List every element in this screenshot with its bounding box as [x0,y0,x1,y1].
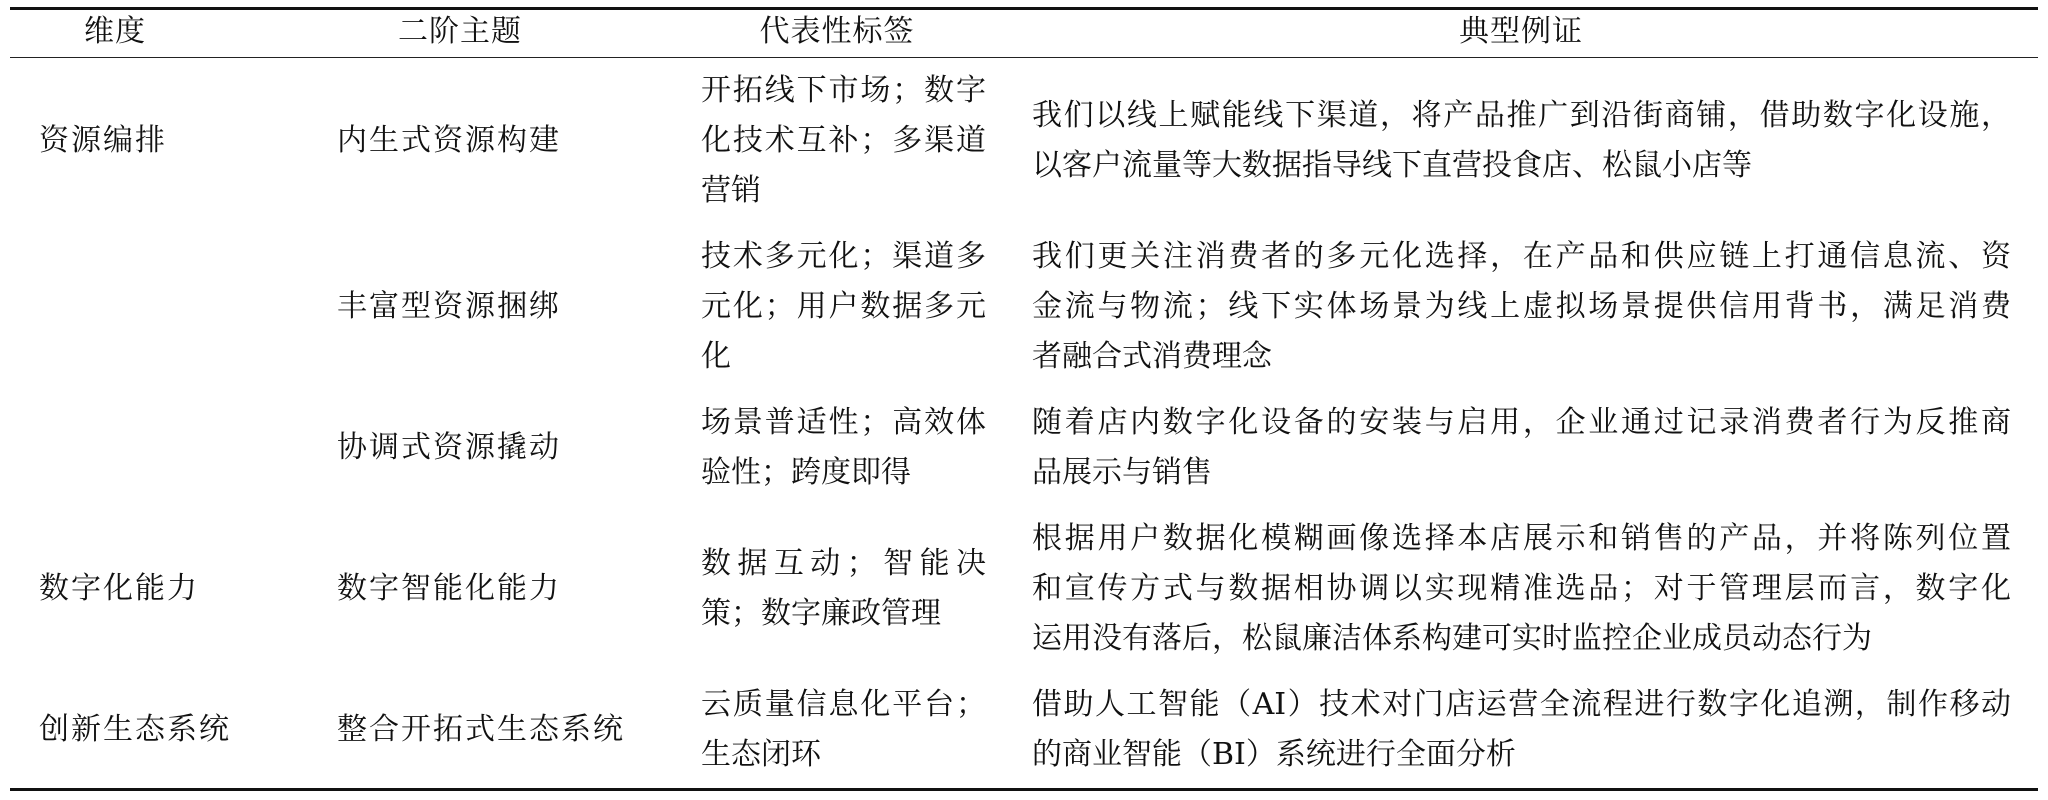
tag-line: 数据互动；智能决 [701,546,986,581]
evidence-line: 的商业智能（BI）系统进行全面分析 [1032,737,1516,772]
table-row [10,390,2038,506]
evidence-line: 运用没有落后，松鼠廉洁体系构建可实时监控企业成员动态行为 [1032,621,1872,656]
tag-line: 生态闭环 [701,737,821,772]
evidence-cell [1032,58,2038,224]
theme-label: 协调式资源撬动 [337,430,561,465]
table-row [10,224,2038,390]
tag-line: 场景普适性；高效体 [701,405,986,440]
evidence-line: 和宣传方式与数据相协调以实现精准选品；对于管理层而言，数字化 [1032,571,2011,606]
tags-cell [701,672,1032,788]
tag-line: 云质量信息化平台； [701,687,986,722]
tag-line: 开拓线下市场；数字 [701,73,986,108]
table-row [10,506,2038,672]
dimension-label: 创新生态系统 [39,712,231,747]
tags-cell [701,58,1032,224]
table-row [10,672,2038,788]
tag-line: 化 [701,339,731,374]
evidence-line: 品展示与销售 [1032,455,1212,490]
theme-label: 数字智能化能力 [337,571,561,606]
theme-cell [337,506,701,672]
theme-label: 整合开拓式生态系统 [337,712,625,747]
tag-line: 技术多元化；渠道多 [701,239,986,274]
tag-line: 化技术互补；多渠道 [701,123,986,158]
theme-cell [337,390,701,506]
dimension-cell [10,224,337,390]
header-dimension: 维度 [84,14,146,49]
evidence-cell [1032,224,2038,390]
header-tags: 代表性标签 [759,14,915,49]
evidence-line: 金流与物流；线下实体场景为线上虚拟场景提供信用背书，满足消费 [1032,289,2011,324]
dimension-label: 资源编排 [39,123,167,158]
evidence-line: 以客户流量等大数据指导线下直营投食店、松鼠小店等 [1032,148,1752,183]
tags-cell [701,224,1032,390]
evidence-line: 借助人工智能（AI）技术对门店运营全流程进行数字化追溯，制作移动 [1032,687,2011,722]
tag-line: 验性；跨度即得 [701,455,911,490]
evidence-cell [1032,672,2038,788]
evidence-cell [1032,390,2038,506]
theme-cell [337,672,701,788]
evidence-line: 根据用户数据化模糊画像选择本店展示和销售的产品，并将陈列位置 [1032,521,2011,556]
evidence-cell [1032,506,2038,672]
dimension-cell [10,390,337,506]
theme-cell [337,58,701,224]
dimension-cell [10,672,337,788]
tag-line: 营销 [701,173,761,208]
evidence-line: 我们更关注消费者的多元化选择，在产品和供应链上打通信息流、资 [1032,239,2011,274]
evidence-line: 随着店内数字化设备的安装与启用，企业通过记录消费者行为反推商 [1032,405,2011,440]
tag-line: 策；数字廉政管理 [701,596,941,631]
coding-results-table [10,7,2038,791]
evidence-line: 者融合式消费理念 [1032,339,1272,374]
theme-cell [337,224,701,390]
header-evidence: 典型例证 [1459,14,1583,49]
dimension-label: 数字化能力 [39,571,199,606]
header-theme: 二阶主题 [398,14,522,49]
table-row [10,58,2038,224]
evidence-line: 我们以线上赋能线下渠道，将产品推广到沿街商铺，借助数字化设施， [1032,98,2011,133]
table-header-row [10,10,2038,58]
theme-label: 内生式资源构建 [337,123,561,158]
tags-cell [701,506,1032,672]
tag-line: 元化；用户数据多元 [701,289,986,324]
dimension-cell [10,506,337,672]
tags-cell [701,390,1032,506]
theme-label: 丰富型资源捆绑 [337,289,561,324]
dimension-cell [10,58,337,224]
